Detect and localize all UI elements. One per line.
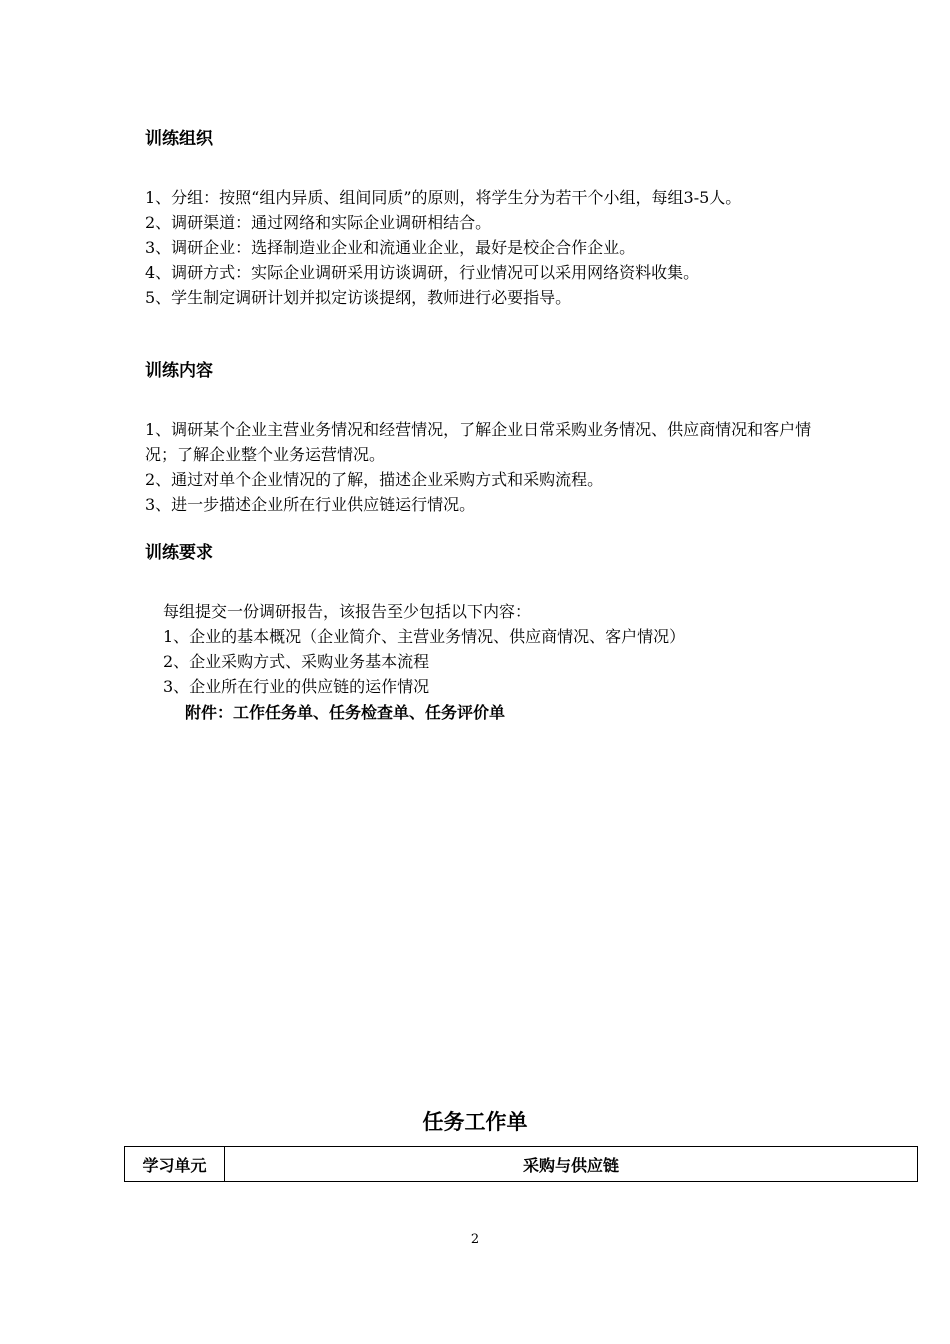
list-item: 2、通过对单个企业情况的了解，描述企业采购方式和采购流程。 [145,470,604,489]
learning-unit-label: 学习单元 [125,1147,225,1182]
list-item: 4、调研方式：实际企业调研采用访谈调研，行业情况可以采用网络资料收集。 [145,263,700,282]
table-row [125,1147,918,1182]
task-sheet-table [124,1146,918,1182]
list-item: 1、分组：按照“组内异质、组间同质”的原则，将学生分为若干个小组，每组3-5人。 [145,188,742,207]
list-item: 5、学生制定调研计划并拟定访谈提纲，教师进行必要指导。 [145,288,572,307]
list-item: 3、企业所在行业的供应链的运作情况 [163,677,430,696]
heading-content: 训练内容 [145,361,213,381]
page-number: 2 [470,1232,480,1247]
content-list [145,417,815,517]
list-item: 3、进一步描述企业所在行业供应链运行情况。 [145,495,476,514]
heading-requirements: 训练要求 [145,543,213,563]
list-item: 2、调研渠道：通过网络和实际企业调研相结合。 [145,213,492,232]
attachment-note: 附件：工作任务单、任务检查单、任务评价单 [185,703,506,722]
requirements-intro: 每组提交一份调研报告，该报告至少包括以下内容： [163,602,532,621]
heading-organization: 训练组织 [145,129,213,149]
task-sheet-title: 任务工作单 [422,1110,528,1134]
list-item: 1、企业的基本概况（企业简介、主营业务情况、供应商情况、客户情况） [163,627,686,646]
requirements-list [163,599,823,699]
list-item: 1、调研某个企业主营业务情况和经营情况，了解企业日常采购业务情况、供应商情况和客户情况；了解企业整个业务运营情况。 [145,420,812,464]
list-item: 2、企业采购方式、采购业务基本流程 [163,652,430,671]
list-item: 3、调研企业：选择制造业企业和流通业企业，最好是校企合作企业。 [145,238,636,257]
organization-list [145,185,815,310]
learning-unit-value: 采购与供应链 [225,1147,918,1182]
